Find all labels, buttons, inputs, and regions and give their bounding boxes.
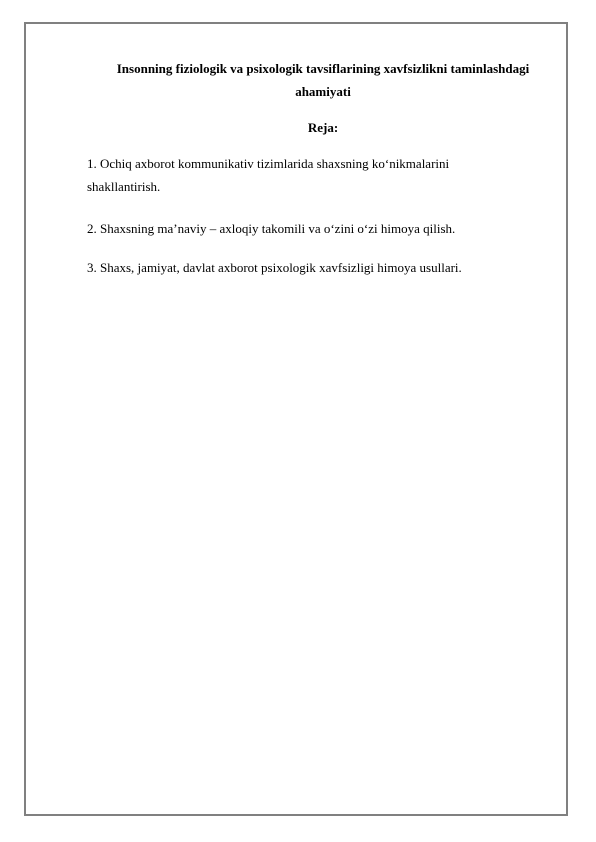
plan-heading: Reja:	[307, 120, 339, 135]
plan-item-3: 3. Shaxs, jamiyat, davlat axborot psixologik xavfsizligi himoya usullari.	[87, 260, 462, 275]
document-title: Insonning fiziologik va psixologik tavsiflarining xavfsizlikni taminlashdagi ahamiyati	[116, 61, 530, 99]
plan-item-2: 2. Shaxsning ma’naviy – axloqiy takomili va o‘zini o‘zi himoya qilish.	[87, 221, 456, 236]
page-border	[24, 22, 568, 816]
plan-item-1: 1. Ochiq axborot kommunikativ tizimlarida shaxsning ko‘nikmalarini shakllantirish.	[87, 156, 450, 194]
